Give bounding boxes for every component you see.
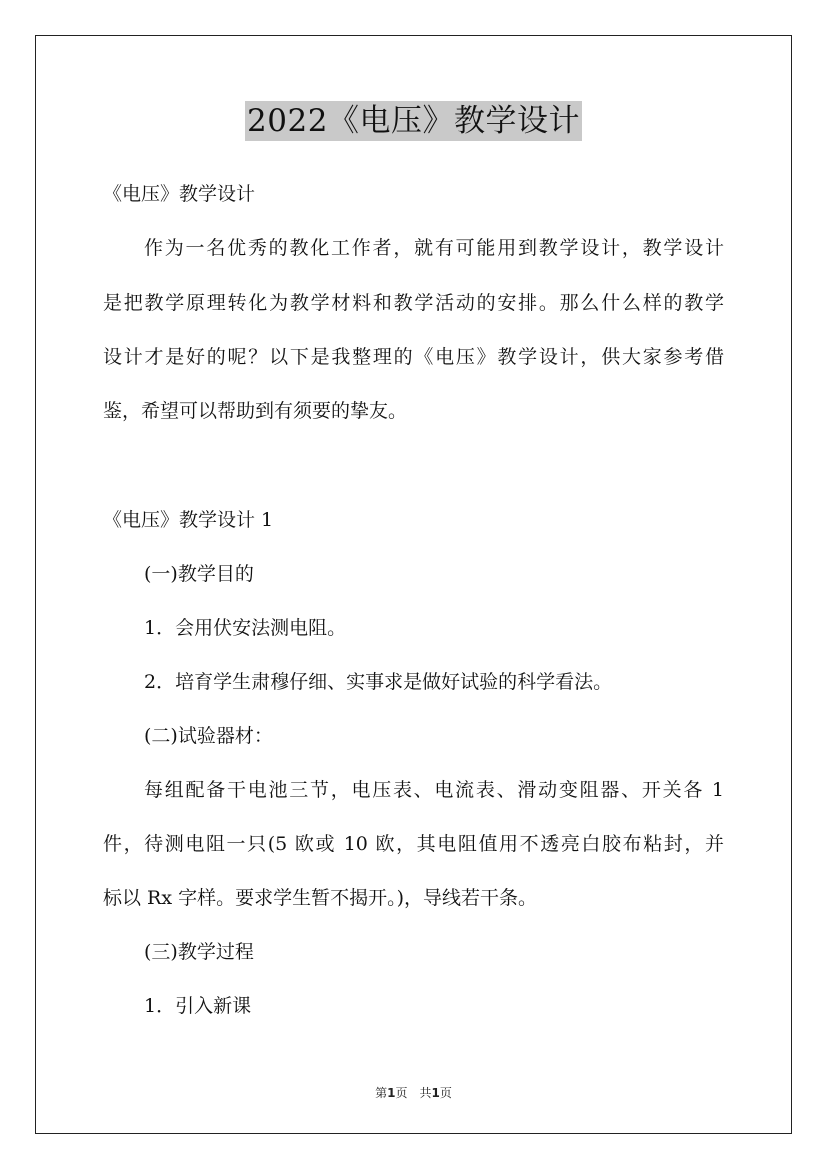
equipment-line-3: 标以 Rx 字样。要求学生暂不揭开。)，导线若干条。 — [103, 887, 538, 909]
equipment-line-2: 件，待测电阻一只(5 欧或 10 欧，其电阻值用不透亮白胶布粘封，并 — [103, 833, 724, 855]
page-footer — [0, 1084, 827, 1101]
goal-item-1: 1．会用伏安法测电阻。 — [144, 617, 347, 639]
equipment-heading: (二)试验器材： — [144, 725, 273, 747]
intro-line-1: 作为一名优秀的教化工作者，就有可能用到教学设计，教学设计 — [144, 237, 724, 259]
goal-heading: (一)教学目的 — [144, 563, 254, 585]
intro-line-2: 是把教学原理转化为教学材料和教学活动的安排。那么什么样的教学 — [103, 292, 724, 314]
footer-prefix: 第 — [375, 1086, 388, 1100]
equipment-line-1: 每组配备干电池三节，电压表、电流表、滑动变阻器、开关各 1 — [144, 779, 724, 801]
process-heading: (三)教学过程 — [144, 941, 254, 963]
document-title: 2022《电压》教学设计 — [247, 103, 580, 139]
footer-suffix: 页 — [439, 1086, 452, 1100]
footer-mid: 页 共 — [395, 1086, 432, 1100]
footer-page-number: 1 — [387, 1086, 396, 1100]
section-heading: 《电压》教学设计 1 — [103, 509, 274, 531]
intro-line-3: 设计才是好的呢？以下是我整理的《电压》教学设计，供大家参考借 — [103, 346, 724, 368]
document-subtitle: 《电压》教学设计 — [103, 183, 256, 205]
footer-page-total: 1 — [431, 1086, 440, 1100]
goal-item-2: 2．培育学生肃穆仔细、实事求是做好试验的科学看法。 — [144, 671, 613, 693]
intro-line-4: 鉴，希望可以帮助到有须要的挚友。 — [103, 400, 408, 422]
process-item-1: 1．引入新课 — [144, 995, 252, 1017]
title-block — [0, 101, 827, 141]
